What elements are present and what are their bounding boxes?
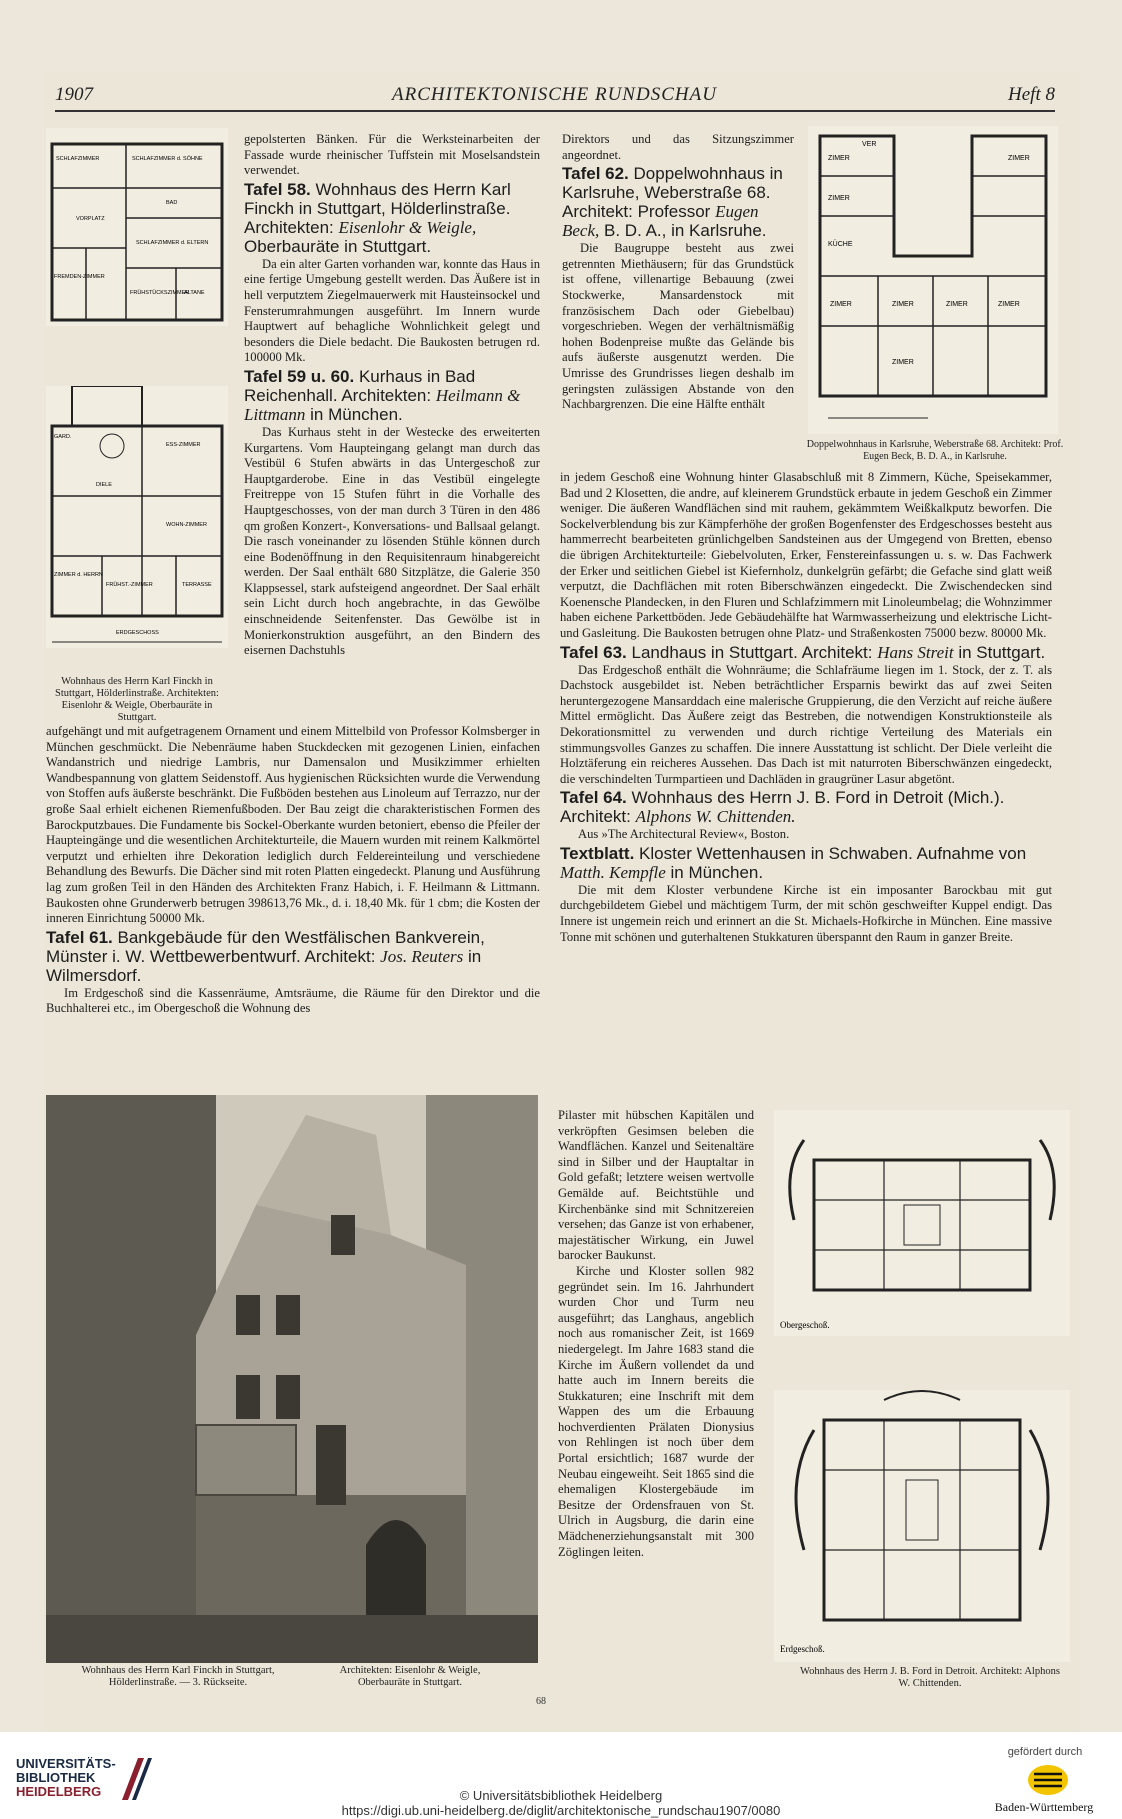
plan-label: TERRASSE	[182, 582, 212, 588]
plan-label: VER	[862, 141, 877, 148]
textblatt-heading	[560, 844, 1052, 882]
tafel-label: Tafel 58.	[244, 179, 311, 199]
plan-label: ESS-ZIMMER	[166, 442, 201, 448]
finckh-house-photo	[46, 1095, 538, 1663]
plan-label: ZIMER	[892, 301, 914, 308]
photo-caption-left: Wohnhaus des Herrn Karl Finckh in Stuttgart, Hölderlinstraße. — 3. Rückseite.	[81, 1665, 275, 1688]
sponsor-label: gefördert durch	[1007, 1746, 1083, 1758]
page-number: 68	[536, 1696, 546, 1707]
tafel-label: Tafel 64.	[560, 788, 627, 808]
tafel-rest: in München.	[670, 862, 764, 882]
beck-house-plan-drawing	[808, 126, 1058, 434]
paragraph	[560, 663, 1052, 788]
header-rule	[55, 110, 1055, 112]
ford-ground-plan-drawing	[774, 1390, 1070, 1662]
tafel-label: Tafel 61.	[46, 927, 113, 947]
tafel-title: Kloster Wettenhausen in Schwaben. Aufnahme von	[639, 843, 1027, 863]
paragraph	[46, 724, 540, 927]
plan-label: ERDGESCHOSS	[116, 630, 159, 636]
paragraph-text: Kirche und Kloster sollen 982 gegründet sein. Im 16. Jahrhundert wurden Chor und Turm neu ausgeführt; das Langhaus, angeblich noch aus romanischer Zeit, ist 1669 niedergelegt. Im Jahre 1683 stand die Kirche im Äußern vollendet da und hatte auch im Innern bereits die Stukkaturen; eine Inschrift mit dem Wappen des um die Erbauung hochverdienten Prälaten Dionysius von Rehlingen ist noch über dem Portal ersichtlich; 1687 wurde der Neubau eingeweiht. Seit 1865 sind die ehemaligen Klostergebäude im Besitze der Ordensfrauen von St. Ulrich in Augsburg, die darin eine Mädchenerziehungsanstalt mit 300 Zöglingen leiten.	[558, 1263, 754, 1559]
beck-house-plan	[808, 126, 1058, 434]
tafel-rest: in Stuttgart.	[958, 642, 1046, 662]
beck-plan-caption: Doppelwohnhaus in Karlsruhe, Weberstraße 68. Architekt: Prof. Eugen Beck, B. D. A., in Karlsruhe.	[806, 439, 1064, 462]
tafel-64-heading	[560, 788, 1052, 826]
paragraph	[560, 883, 1052, 945]
plan-label: SCHLAFZIMMER	[56, 156, 100, 162]
plan-label: Obergeschoß.	[780, 1320, 830, 1330]
library-name-line: HEIDELBERG	[16, 1784, 102, 1799]
tafel-62-heading	[562, 164, 794, 240]
plan-label: SCHLAFZIMMER d. ELTERN	[136, 240, 209, 246]
tafel-architect: Eisenlohr & Weigle,	[338, 217, 477, 237]
plan-label: ZIMER	[830, 301, 852, 308]
tafel-architect: Jos. Reuters	[380, 946, 464, 966]
tafel-58-heading	[244, 180, 540, 256]
library-name-line: BIBLIOTHEK	[16, 1770, 96, 1785]
paragraph	[244, 425, 540, 659]
tafel-architect: Eugen Beck,	[562, 202, 759, 241]
library-name-line: UNIVERSITÄTS-	[16, 1756, 116, 1771]
plan-label: ZIMER	[828, 155, 850, 162]
tafel-architect: Alphons W. Chittenden.	[635, 807, 796, 827]
col-right-top	[562, 132, 794, 413]
plan-label: FRÜHST.-ZIMMER	[106, 582, 153, 588]
plan-label: VORPLATZ	[76, 216, 105, 222]
tafel-title: Wohnhaus des Herrn Karl Finckh in Stuttgart, Hölderlinstraße. Architekten:	[244, 179, 511, 237]
tafel-59-heading	[244, 367, 540, 424]
house-photo-drawing	[46, 1095, 538, 1663]
plan-label: ZIMER	[828, 195, 850, 202]
paragraph-text: in jedem Geschoß eine Wohnung hinter Glasabschluß mit 8 Zimmern, Küche, Speisekammer, Bad und 2 Klosetten, die andre, auf kleinerem Grundstück erbaute in jedem Geschoß ein Zimmer weniger. Die äußeren Wandflächen sind mit rauhem, gekämmtem Weißkalkputz beworfen. Die Sockelverblendung bis zur Kämpferhöhe der großen Bogenfenster des Erdgeschosses besteht aus hammerrecht bearbeiteten grünlichgelben Sandsteinen aus der Umgegend von Bretten, ebenso die übrigen Architekturteile: Giebelvoluten, Erker, Fenstereinfassungen u. s. w. Das Fachwerk der Erker und seitlichen Giebel ist Kiefernholz, dunkelgrün gefärbt; die Gefache sind glatt weiß verputzt, die Dachflächen mit roten Biberschwänzen eingedeckt. Die Zwischendecken sind Koenensche Plandecken, in den Fluren und Schlafzimmern mit Linoleumbelag; die Wohnzimmer haben eichene Parkettböden. Jede Gebäudehälfte hat Warmwasserheizung und elektrische Licht- und Gasleitung. Die Baukosten betrugen ohne Platz- und Straßenkosten 75000 bezw. 80000 Mk.	[560, 470, 1052, 640]
sponsor-name: Baden-Württemberg	[994, 1800, 1094, 1814]
paragraph	[562, 132, 794, 163]
tafel-63-heading	[560, 643, 1052, 662]
finckh-ground-plan	[46, 386, 228, 648]
col-right-narrow	[558, 1108, 754, 1560]
paragraph	[244, 132, 540, 179]
state-seal-icon	[1026, 1764, 1070, 1796]
paragraph-text: Aus »The Architectural Review«, Boston.	[578, 827, 790, 842]
finckh-upper-plan-drawing	[46, 128, 228, 326]
header-title: ARCHITEKTONISCHE RUNDSCHAU	[392, 84, 717, 105]
plan-label: WOHN-ZIMMER	[166, 522, 207, 528]
paragraph-text: Das Erdgeschoß enthält die Wohnräume; die Schlafräume liegen im 1. Stock, der z. T. als Dachstock ausgebildet ist. Neben beträchtlicher Ersparnis bewirkt das auf zwei Seiten heruntergezogene Mansarddach eine malerische Gruppierung, die den Verzicht auf reiche äußere Mittel ermöglicht. Das Äußere zeigt das Bestreben, die notwendigen Konstruktionsteile als Dekorationsmittel zu verwenden und durch richtige Verteilung des Materials ein stimmungsvolles Ganzes zu schaffen. Die innere Ausstattung ist schlicht. Der Diele verleiht die Holztäferung ein reicheres Aussehen. Das Dach ist mit naturroten Biberschwänzen eingedeckt, die verschindelten Turmpartieen und Dachläden in graugrüner Lasur abgetönt.	[560, 662, 1052, 786]
tafel-title: Bankgebäude für den Westfälischen Bankverein, Münster i. W. Wettbewerbentwurf. Architekt:	[46, 927, 485, 966]
plan-label: FREMDEN-ZIMMER	[54, 274, 105, 280]
plan-label: FRÜHSTÜCKSZIMMER	[130, 290, 190, 296]
paragraph-text: Das Kurhaus steht in der Westecke des erweiterten Kurgartens. Vom Haupteingang gelangt man durch das Vestibül 6 Stufen abwärts in das Untergeschoß zur Hauptgarderobe. Eine in das Vestibül eingelegte Freitreppe von 15 Stufen führt in die Vorhalle des Hauptgeschosses, von der man durch 3 Türen in den 486 qm großen Konzert-, Konversations- und Ballsaal gelangt. Die rasch voneinander zu lösenden Stühle können durch eine Bodenöffnung in den Requisitenraum hinabgereicht werden. Der Saal enthält 680 Sitzplätze, die Galerie 350 Klappsessel, stark aufsteigend angeordnet. Der Saal erhält sein Licht durch hoch angebrachte, in das Gewölbe einschneidende Seitenfenster. Das Gewölbe ist in Monierkonstruktion ausgeführt, an den Bindern des eisernen Dachstuhls	[244, 424, 540, 658]
paragraph-text: Da ein alter Garten vorhanden war, konnte das Haus in eine fertige Umgebung gestellt werden. Das Äußere ist in hell verputztem Ziegelmauerwerk mit Hausteinsockel und Fensterumrahmungen ausgeführt. Im Innern wurde Hauptwert auf behagliche Wohnlichkeit gelegt und besonders die Diele bedacht. Die Baukosten betrugen rd. 100000 Mk.	[244, 256, 540, 365]
tafel-61-heading	[46, 928, 540, 985]
tafel-rest: Oberbauräte in Stuttgart.	[244, 236, 432, 256]
paragraph	[244, 257, 540, 366]
tafel-rest: in Wilmersdorf.	[46, 946, 482, 985]
copyright-block	[0, 1788, 1122, 1818]
header-issue: Heft 8	[1008, 84, 1055, 105]
running-header	[55, 84, 1055, 110]
source-url-link[interactable]: https://digi.ub.uni-heidelberg.de/diglit/architektonische_rundschau1907/0080	[341, 1803, 781, 1818]
tafel-title: Landhaus in Stuttgart. Architekt:	[631, 642, 873, 662]
paragraph-text: Direktors und das Sitzungszimmer angeordnet.	[562, 132, 794, 162]
finckh-plan-caption: Wohnhaus des Herrn Karl Finckh in Stuttgart, Hölderlinstraße. Architekten: Eisenlohr & Weigle, Oberbauräte in Stuttgart.	[55, 676, 219, 723]
tafel-title: Doppelwohnhaus in Karlsruhe, Weberstraße 68. Architekt: Professor	[562, 164, 783, 222]
paragraph	[558, 1264, 754, 1560]
library-footer	[0, 1732, 1122, 1819]
ford-plan-caption: Wohnhaus des Herrn J. B. Ford in Detroit. Architekt: Alphons W. Chittenden.	[800, 1666, 1060, 1689]
paragraph-text: Die Baugruppe besteht aus zwei getrennten Miethäusern; für das Grundstück ist offene, villenartige Bebauung (zwei Stockwerke, Mansardenstock mit französischem Dach oder Giebelbau) vorgeschrieben. Wegen der verhältnismäßig hohen Bodenpreise mußte das Gelände bis aufs äußerste ausgenutzt werden. Die Umrisse des Grundrisses liegen deshalb im geringsten zulässigen Abstande von den Nachbargrenzen. Die eine Hälfte enthält	[562, 241, 794, 412]
paragraph	[558, 1108, 754, 1264]
col-right-wide	[560, 470, 1052, 945]
plan-label: ALTANE	[184, 290, 205, 296]
plan-label: DIELE	[96, 482, 112, 488]
tafel-title: Kurhaus in Bad Reichenhall. Architekten:	[244, 366, 476, 405]
paragraph-text: Pilaster mit hübschen Kapitälen und verkröpften Gesimsen beleben die Wandflächen. Kanzel und Seitenaltäre sind in Silber und der Hauptaltar in Gold gefaßt; letztere weisen wertvolle Gemälde auf. Beichtstühle und Kirchenbänke sind mit Schnitzereien versehen; das Ganze ist von erhabener, majestätischer Wirkung, ein Juwel barocker Baukunst.	[558, 1108, 755, 1263]
tafel-rest: B. D. A., in Karlsruhe.	[604, 221, 767, 241]
plan-label: ZIMER	[998, 301, 1020, 308]
plan-label: GARD.	[54, 434, 72, 440]
plan-label: ZIMMER d. HERRN	[54, 572, 103, 578]
plan-label: Erdgeschoß.	[780, 1644, 825, 1654]
finckh-ground-plan-drawing	[46, 386, 228, 648]
finckh-upper-plan	[46, 128, 228, 326]
tafel-title: Wohnhaus des Herrn J. B. Ford in Detroit (Mich.). Architekt:	[560, 788, 1005, 827]
col-left-top	[244, 132, 540, 659]
plan-label: SCHLAFZIMMER d. SÖHNE	[132, 156, 203, 162]
paragraph-text: aufgehängt und mit aufgetragenem Ornament und einem Mittelbild von Professor Kolmsberger in München geschmückt. Die Nebenräume haben Stuckdecken mit gezogenen Linien, einfachen Wandanstrich und niedrige Lambris, nur Damensalon und Musikzimmer erhielten Wandbespannung von glattem Seidenstoff. Aus hygienischen Rücksichten wurde die Verwendung von Stoffen aufs äußerste beschränkt. Die Fußböden bestehen aus Linoleum auf Terrazzo, nur der große Saal erhielt eichenen Riemenfußboden. Der Bau zeigt die charakteristischen Formen des Barockputzbaues. Die Fundamente bis Sockel-Oberkante wurden betoniert, ebenso die Pfeiler der Haupteingänge und die wesentlichen Architekturteile, die Mauern wurden mit reinem Kalkmörtel verputzt und erhielten ihre Dekoration lediglich durch Feldereinteilung und verschiedene Behandlung des Bewurfs. Die Dächer sind mit roten Platten eingedeckt. Planung und Ausführung lag zum großen Teil in den Händen des Architekten Franz Habich, i. F. Heilmann & Littmann. Baukosten ohne Grunderwerb betrugen 398613,76 Mk., d. i. 18,40 Mk. für 1 cbm; die Kosten der inneren Einrichtung 50000 Mk.	[46, 724, 540, 926]
plan-label: KÜCHE	[828, 241, 853, 248]
header-year: 1907	[55, 84, 93, 105]
copyright-text: © Universitätsbibliothek Heidelberg	[459, 1788, 663, 1803]
paragraph	[560, 827, 1052, 843]
tafel-architect: Heilmann & Littmann	[244, 385, 521, 424]
plan-label: ZIMER	[946, 301, 968, 308]
tafel-rest: in München.	[310, 404, 403, 424]
tafel-label: Textblatt.	[560, 843, 635, 863]
paragraph	[46, 986, 540, 1017]
paragraph-text: gepolsterten Bänken. Für die Werksteinarbeiten der Fassade wurde rheinischer Tuffstein mit Moselsandstein verwendet.	[244, 132, 540, 178]
paragraph-text: Die mit dem Kloster verbundene Kirche ist ein imposanter Barockbau mit gut durchgebildetem Giebel und mächtigem Turm, der mit schön geschweifter Kuppel endigt. Das Innere ist ungemein reich und erinnert an die St. Michaels-Hofkirche in München. Eine massive Tonne mit schönen und guterhaltenen Stukkaturen überspannt den Raum in ganzer Breite.	[560, 882, 1052, 944]
paragraph	[560, 470, 1052, 642]
tafel-architect: Hans Streit	[877, 642, 954, 662]
ford-upper-plan	[774, 1110, 1070, 1336]
plan-label: BAD	[166, 200, 178, 206]
ford-ground-plan	[774, 1390, 1070, 1662]
plan-label: ZIMER	[892, 359, 914, 366]
tafel-label: Tafel 59 u. 60.	[244, 366, 355, 386]
photo-caption-right: Architekten: Eisenlohr & Weigle, Oberbauräte in Stuttgart.	[339, 1665, 481, 1688]
tafel-architect: Matth. Kempfle	[560, 862, 666, 882]
paragraph-text: Im Erdgeschoß sind die Kassenräume, Amtsräume, die Räume für den Direktor und die Buchhalterei etc., im Obergeschoß die Wohnung des	[46, 985, 540, 1016]
tafel-label: Tafel 63.	[560, 642, 627, 662]
col-left-wide	[46, 724, 540, 1017]
plan-label: ZIMER	[1008, 155, 1030, 162]
paragraph	[562, 241, 794, 413]
ford-upper-plan-drawing	[774, 1110, 1070, 1336]
tafel-label: Tafel 62.	[562, 164, 629, 184]
